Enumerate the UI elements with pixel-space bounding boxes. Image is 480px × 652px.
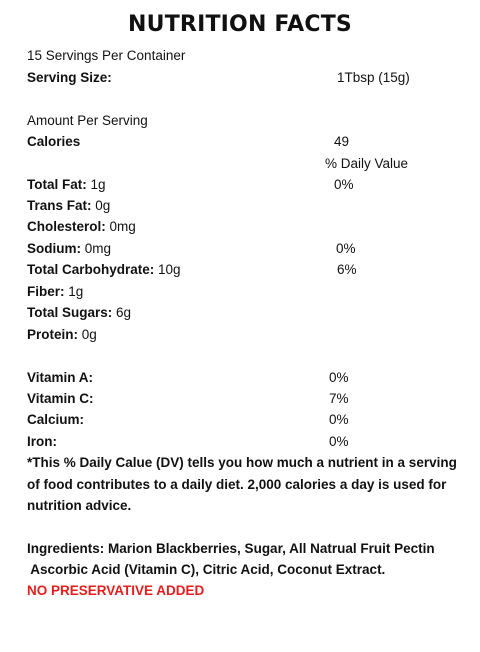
calories-label: Calories xyxy=(27,134,81,149)
nutrient-row xyxy=(27,240,111,257)
ingredients-line-1: Ingredients: Marion Blackberries, Sugar, All Natrual Fruit Pectin xyxy=(27,541,435,556)
nutrient-amount: 1g xyxy=(68,284,84,299)
servings-per-container: 15 Servings Per Container xyxy=(27,48,186,63)
nutrient-amount: 0mg xyxy=(109,219,136,234)
nutrient-row xyxy=(27,197,110,214)
nutrient-label: Total Sugars: xyxy=(27,305,113,320)
nutrient-row xyxy=(27,218,136,235)
vitamin-label: Vitamin C: xyxy=(27,391,94,406)
nutrient-label: Fiber: xyxy=(27,284,65,299)
vitamin-dv: 0% xyxy=(329,370,349,385)
page-title: NUTRITION FACTS xyxy=(128,12,352,37)
vitamin-label: Calcium: xyxy=(27,412,85,427)
nutrient-row xyxy=(27,176,106,193)
daily-value-footnote: *This % Daily Calue (DV) tells you how much a nutrient in a serving of food contributes to a daily diet. 2,000 calories a day is used for nutrition advice. xyxy=(27,455,457,513)
amount-per-serving: Amount Per Serving xyxy=(27,113,148,128)
vitamin-dv: 7% xyxy=(329,391,349,406)
nutrient-label: Total Carbohydrate: xyxy=(27,262,155,277)
serving-size-value: 1Tbsp (15g) xyxy=(337,70,410,85)
nutrient-amount: 6g xyxy=(116,305,132,320)
nutrient-dv: 0% xyxy=(334,177,354,192)
nutrient-label: Protein: xyxy=(27,327,79,342)
vitamin-label: Iron: xyxy=(27,434,57,449)
nutrient-amount: 0mg xyxy=(84,241,112,256)
nutrient-label: Trans Fat: xyxy=(27,198,92,213)
nutrient-amount: 10g xyxy=(158,262,181,277)
serving-size-label: Serving Size: xyxy=(27,70,112,85)
nutrient-dv: 0% xyxy=(336,241,356,256)
nutrient-row xyxy=(27,304,131,321)
ingredients-line-2: Ascorbic Acid (Vitamin C), Citric Acid, Coconut Extract. xyxy=(27,562,386,577)
vitamin-dv: 0% xyxy=(329,412,349,427)
nutrient-label: Total Fat: xyxy=(27,177,87,192)
vitamin-label: Vitamin A: xyxy=(27,370,94,385)
nutrient-amount: 0g xyxy=(95,198,111,213)
nutrient-amount: 1g xyxy=(90,177,106,192)
daily-value-header: % Daily Value xyxy=(325,156,409,171)
nutrient-row xyxy=(27,283,83,300)
nutrient-label: Cholesterol: xyxy=(27,219,106,234)
no-preservative-warning: NO PRESERVATIVE ADDED xyxy=(27,583,205,598)
nutrient-label: Sodium: xyxy=(27,241,81,256)
nutrient-row xyxy=(27,326,97,343)
vitamin-dv: 0% xyxy=(329,434,349,449)
nutrient-amount: 0g xyxy=(81,327,97,342)
nutrient-row xyxy=(27,261,181,278)
nutrient-dv: 6% xyxy=(337,262,357,277)
calories-value: 49 xyxy=(334,134,350,149)
